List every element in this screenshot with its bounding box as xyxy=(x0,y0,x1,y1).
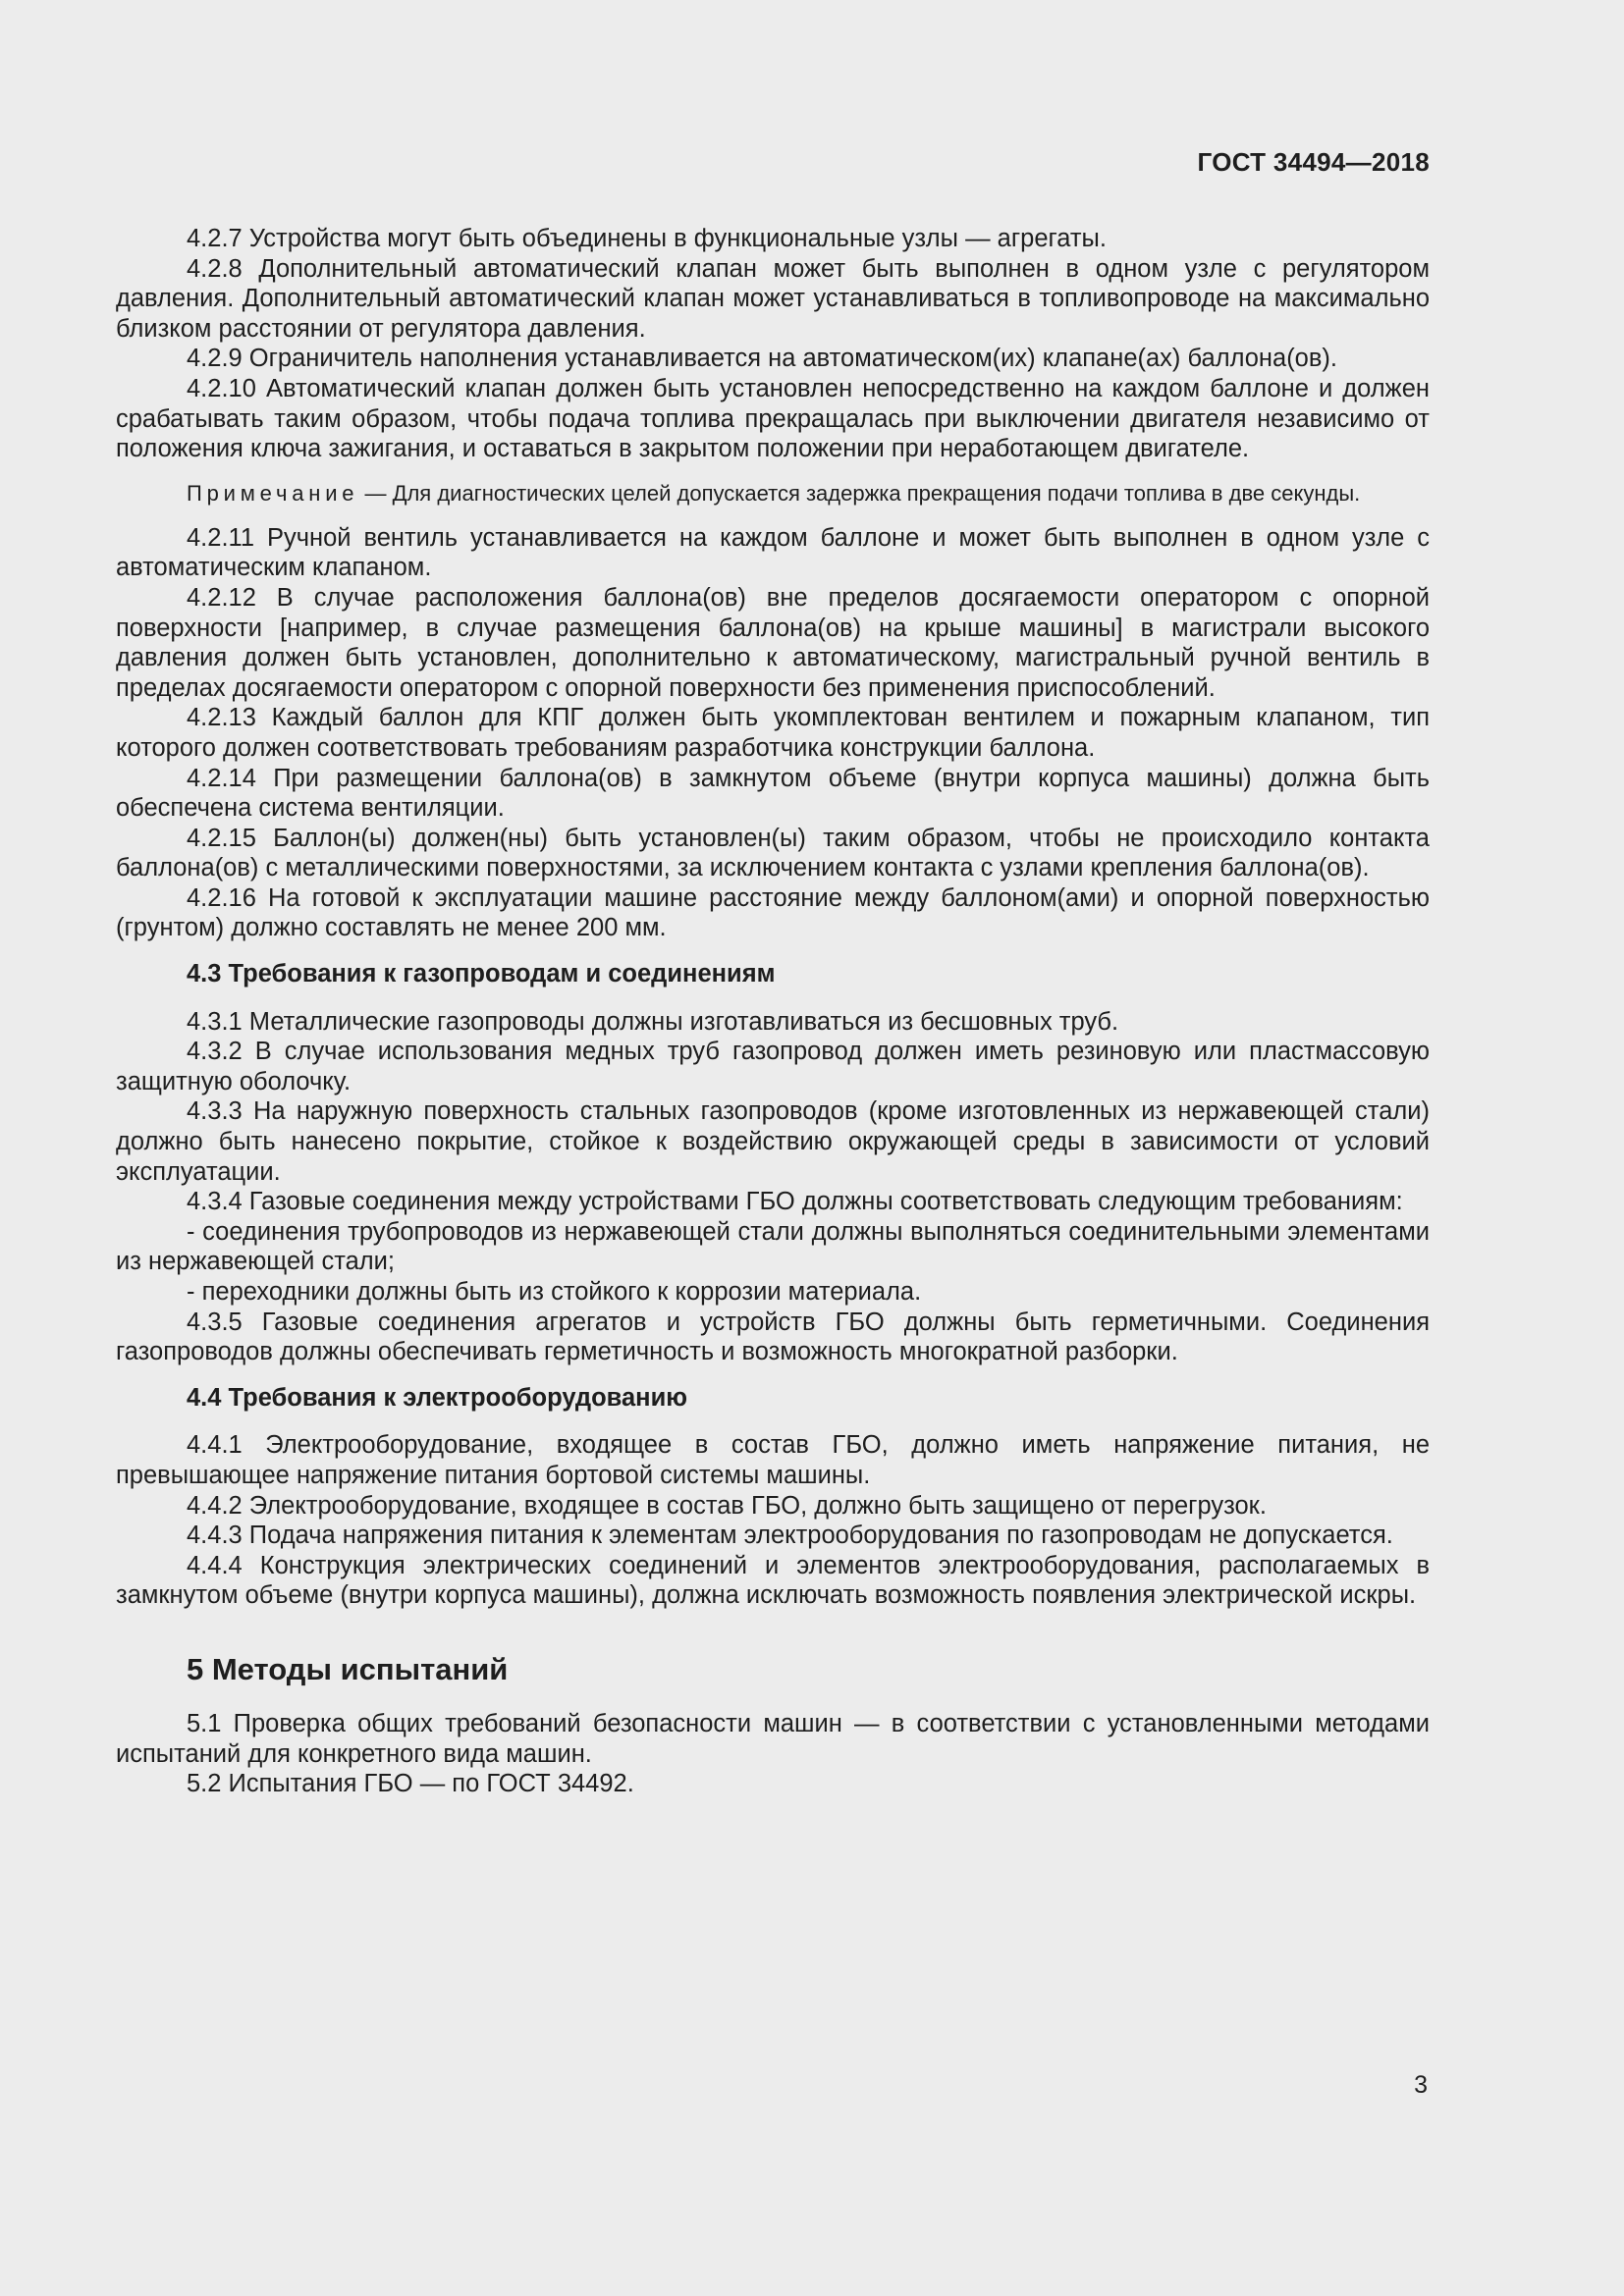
clause-4-2-12: 4.2.12 В случае расположения баллона(ов) вне пределов досягаемости оператором с опорной поверхности [например, в случае размещения баллона(ов) на крыше машины] в магистрали высокого давления должен быть установлен, дополнительно к автоматическому, магистральный ручной вентиль в пределах досягаемости оператором с опорной поверхности без применения приспособлений. xyxy=(116,583,1430,702)
note-label: Примечание xyxy=(187,480,359,506)
clause-4-4-3: 4.4.3 Подача напряжения питания к элементам электрооборудования по газопроводам не допускается. xyxy=(187,1522,1393,1550)
list-item: - переходники должны быть из стойкого к коррозии материала. xyxy=(187,1278,922,1306)
clause-4-4-1: 4.4.1 Электрооборудование, входящее в состав ГБО, должно иметь напряжение питания, не превышающее напряжение питания бортовой системы машины. xyxy=(116,1431,1430,1489)
clause-4-4-4: 4.4.4 Конструкция электрических соединений и элементов электрооборудования, располагаемых в замкнутом объеме (внутри корпуса машины), должна исключать возможность появления электрической искры. xyxy=(116,1551,1430,1610)
clause-4-2-11: 4.2.11 Ручной вентиль устанавливается на каждом баллоне и может быть выполнен в одном узле с автоматическим клапаном. xyxy=(116,523,1430,582)
clause-4-3-1: 4.3.1 Металлические газопроводы должны изготавливаться из бесшовных труб. xyxy=(187,1007,1119,1036)
clause-4-4-2: 4.4.2 Электрооборудование, входящее в состав ГБО, должно быть защищено от перегрузок. xyxy=(187,1491,1267,1520)
clause-4-2-13: 4.2.13 Каждый баллон для КПГ должен быть укомплектован вентилем и пожарным клапаном, тип которого должен соответствовать требованиям разработчика конструкции баллона. xyxy=(116,704,1430,762)
section-heading-5: 5 Методы испытаний xyxy=(187,1651,509,1686)
document-body xyxy=(116,224,1430,1799)
clause-4-2-14: 4.2.14 При размещении баллона(ов) в замкнутом объеме (внутри корпуса машины) должна быть обеспечена система вентиляции. xyxy=(116,764,1430,823)
section-heading-4-4: 4.4 Требования к электрооборудованию xyxy=(187,1383,688,1412)
clause-4-3-3: 4.3.3 На наружную поверхность стальных газопроводов (кроме изготовленных из нержавеющей стали) должно быть нанесено покрытие, стойкое к воздействию окружающей среды в зависимости от условий эксплуатации. xyxy=(116,1097,1430,1186)
clause-5-2: 5.2 Испытания ГБО — по ГОСТ 34492. xyxy=(187,1770,634,1798)
clause-4-2-15: 4.2.15 Баллон(ы) должен(ны) быть установлен(ы) таким образом, чтобы не происходило контакта баллона(ов) с металлическими поверхностями, за исключением контакта с узлами крепления баллона(ов). xyxy=(116,824,1430,882)
list-item: - соединения трубопроводов из нержавеющей стали должны выполняться соединительными элементами из нержавеющей стали; xyxy=(116,1217,1430,1276)
clause-4-2-16: 4.2.16 На готовой к эксплуатации машине расстояние между баллоном(ами) и опорной поверхностью (грунтом) должно составлять не менее 200 мм. xyxy=(116,883,1430,942)
page-number: 3 xyxy=(1414,2071,1428,2099)
clause-4-2-9: 4.2.9 Ограничитель наполнения устанавливается на автоматическом(их) клапане(ах) баллона(ов). xyxy=(187,345,1337,373)
clause-4-3-2: 4.3.2 В случае использования медных труб газопровод должен иметь резиновую или пластмассовую защитную оболочку. xyxy=(116,1038,1430,1095)
clause-4-2-8: 4.2.8 Дополнительный автоматический клапан может быть выполнен в одном узле с регулятором давления. Дополнительный автоматический клапан может устанавливаться в топливопроводе на максимально близком расстоянии от регулятора давления. xyxy=(116,254,1430,343)
clause-4-3-5: 4.3.5 Газовые соединения агрегатов и устройств ГБО должны быть герметичными. Соединения газопроводов должны обеспечивать герметичность и возможность многократной разборки. xyxy=(116,1308,1430,1366)
document-header: ГОСТ 34494—2018 xyxy=(1197,147,1430,177)
note-text: — Для диагностических целей допускается задержка прекращения подачи топлива в две секунды. xyxy=(358,480,1361,506)
note xyxy=(116,478,1430,509)
clause-5-1: 5.1 Проверка общих требований безопасности машин — в соответствии с установленными методами испытаний для конкретного вида машин. xyxy=(116,1709,1430,1768)
clause-4-3-4: 4.3.4 Газовые соединения между устройствами ГБО должны соответствовать следующим требованиям: xyxy=(187,1188,1403,1216)
section-heading-4-3: 4.3 Требования к газопроводам и соединениям xyxy=(187,960,776,988)
clause-4-2-7: 4.2.7 Устройства могут быть объединены в функциональные узлы — агрегаты. xyxy=(187,225,1107,252)
clause-4-2-10: 4.2.10 Автоматический клапан должен быть установлен непосредственно на каждом баллоне и должен срабатывать таким образом, чтобы подача топлива прекращалась при выключении двигателя независимо от положения ключа зажигания, и оставаться в закрытом положении при неработающем двигателе. xyxy=(116,374,1430,463)
